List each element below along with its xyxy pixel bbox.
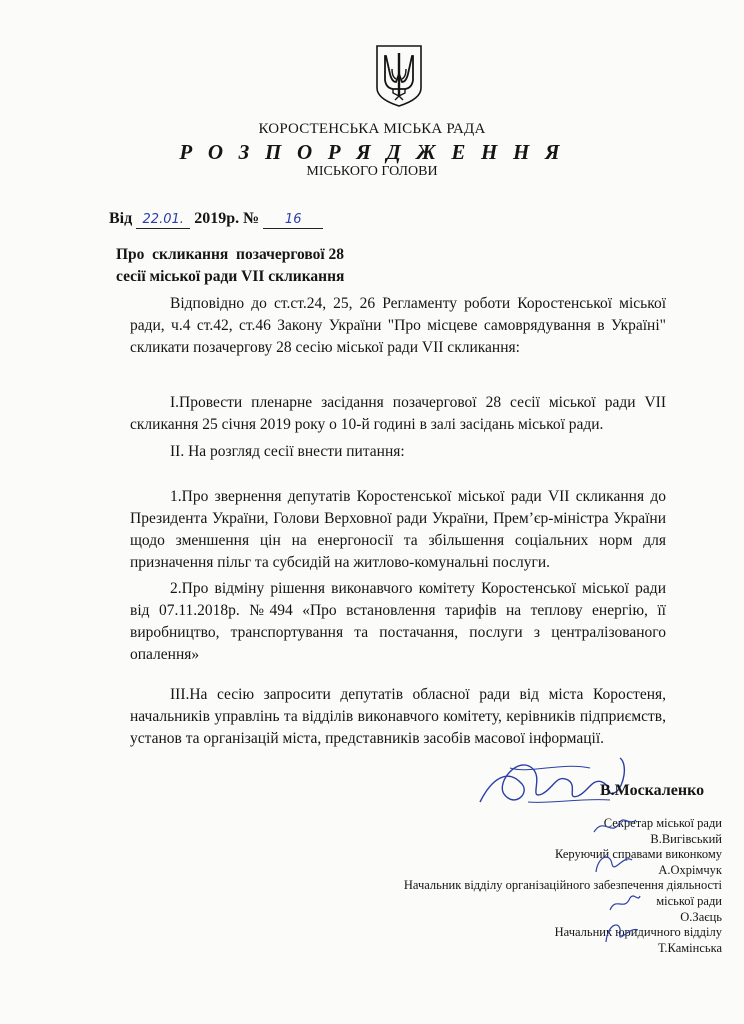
approval-title: Начальник відділу організаційного забезпечення діяльності міської ради — [403, 878, 722, 908]
approval-name: Т.Камінська — [658, 940, 722, 955]
date-line — [109, 210, 323, 229]
document-subtitle: МІСЬКОГО ГОЛОВИ — [306, 164, 438, 179]
document-type-title: Р О З П О Р Я Д Ж Е Н Н Я — [179, 140, 565, 164]
subject-line-2: сесії міської ради VII скликання — [116, 268, 345, 285]
mayor-signature-icon — [470, 738, 640, 818]
date-field — [136, 210, 190, 229]
trident-emblem-icon — [374, 44, 424, 108]
number-field — [263, 210, 323, 229]
approvals-block — [402, 816, 722, 956]
order-subject — [116, 244, 344, 288]
item-1-paragraph: І.Провести пленарне засідання позачергової 28 сесії міської ради VII скликання 25 січня 2019 року о 10-й годині в залі засідань міської ради. — [130, 394, 666, 433]
handwritten-date: 22.01. — [142, 212, 184, 227]
signer-name: В.Москаленко — [600, 782, 705, 799]
approval-name: А.Охрімчук — [658, 862, 722, 877]
item-2-2-paragraph: 2.Про відміну рішення виконавчого комітету Коростенської міської ради від 07.11.2018р. №494 «Про встановлення тарифів на теплову енергію, її виробництво, транспортування та постачання, послуги з централізованого опалення» — [130, 580, 666, 663]
approval-title: Секретар міської ради — [603, 816, 722, 830]
council-name: КОРОСТЕНСЬКА МІСЬКА РАДА — [258, 121, 486, 137]
item-2-paragraph: ІІ. На розгляд сесії внести питання: — [170, 443, 405, 460]
subject-line-1: Про скликання позачергової 28 — [116, 246, 345, 263]
approval-name: В.Вигівський — [650, 831, 722, 846]
item-3-paragraph: ІІІ.На сесію запросити депутатів обласної ради від міста Коростеня, начальників управлінь та відділів виконавчого комітету, керівників підприємств, установ та організацій міста, представників засобів масової інформації. — [130, 686, 666, 747]
date-prefix: Від — [109, 210, 133, 227]
number-sign: № — [243, 210, 260, 227]
item-2-1-paragraph: 1.Про звернення депутатів Коростенської міської ради VII скликання до Президента України, Голови Верховної ради України, Прем’єр-міністра України щодо зменшення цін на енергоносії та збільшення соціальних норм для призначення пільг та субсидій на житлово-комунальні послуги. — [130, 488, 666, 571]
handwritten-number: 16 — [284, 212, 302, 227]
approval-title: Керуючий справами виконкому — [554, 847, 722, 862]
preamble-paragraph: Відповідно до ст.ст.24, 25, 26 Регламенту роботи Коростенської міської ради, ч.4 ст.42, ст.46 Закону України "Про місцеве самоврядування в Україні" скликати позачергову 28 сесію міської ради VII скликання: — [130, 295, 666, 356]
approval-title: Начальник юридичного відділу — [554, 925, 722, 940]
approval-name: О.Заєць — [680, 909, 722, 924]
year-label: 2019р. — [194, 210, 240, 227]
